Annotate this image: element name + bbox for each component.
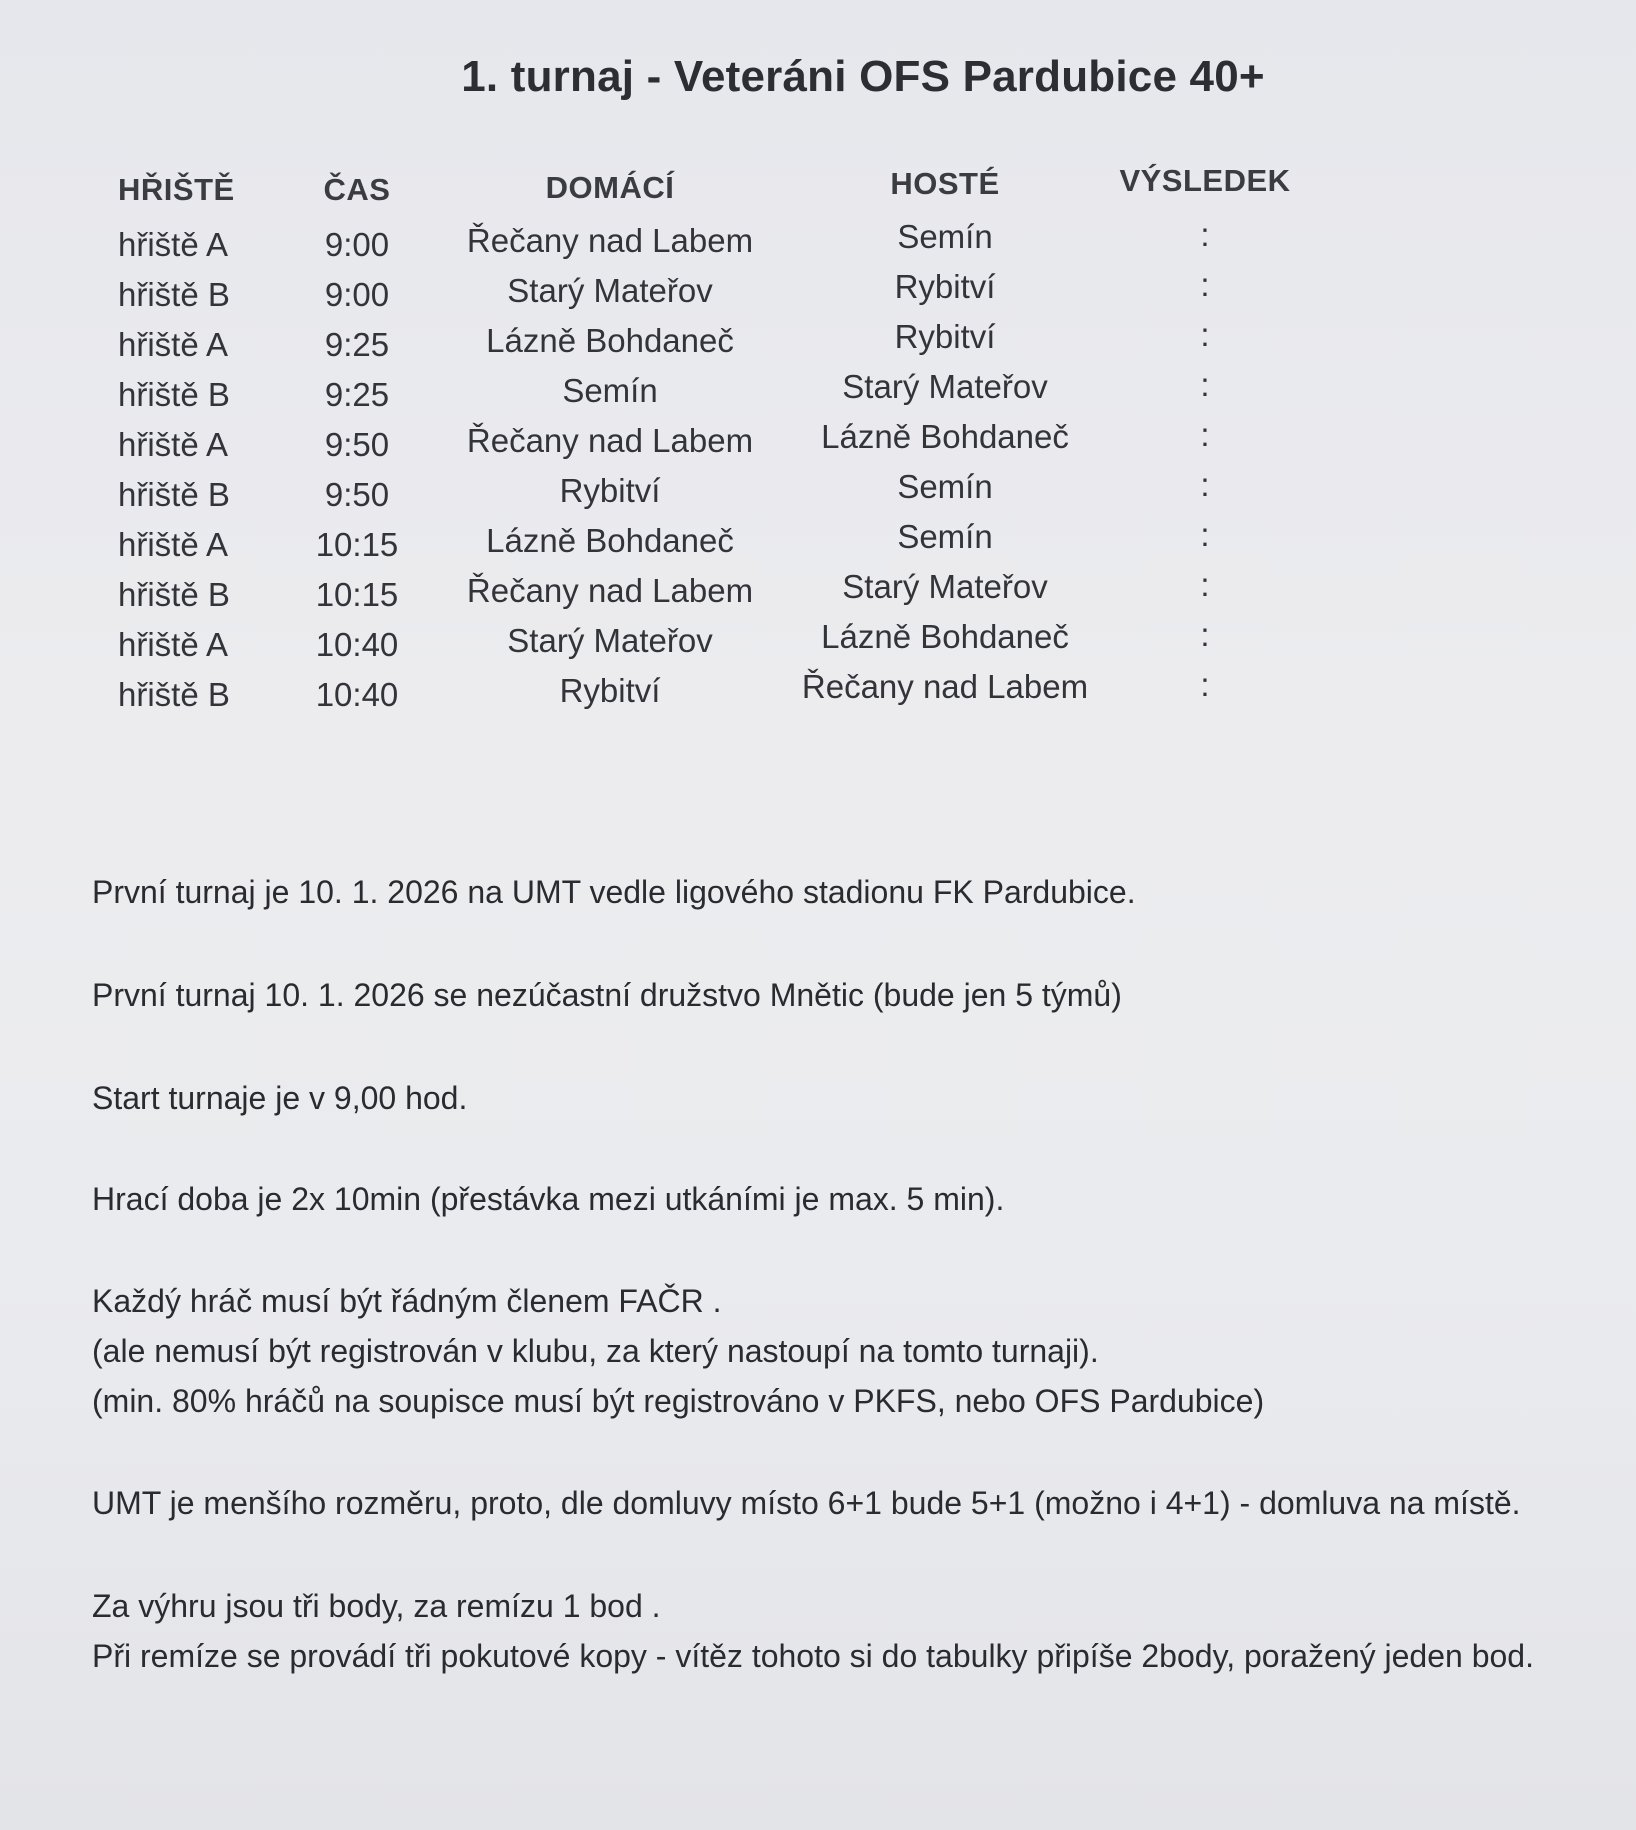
row-home-team: Starý Mateřov — [507, 622, 713, 659]
row-time: 10:15 — [315, 576, 399, 613]
header-result: VÝSLEDEK — [1119, 163, 1291, 198]
row-away-team: Semín — [897, 468, 993, 505]
row-home-team: Semín — [562, 372, 658, 409]
note-pitch-size: UMT je menšího rozměru, proto, dle domluvy místo 6+1 bude 5+1 (možno i 4+1) - domluva na místě. — [92, 1485, 1521, 1521]
row-home-team: Rybitví — [559, 472, 661, 509]
row-time: 9:00 — [324, 226, 390, 263]
row-away-team: Rybitví — [894, 318, 996, 355]
row-pitch: hřiště B — [118, 276, 230, 313]
row-result: : — [1200, 466, 1210, 503]
row-result: : — [1200, 416, 1210, 453]
header-away: HOSTÉ — [890, 166, 1000, 201]
row-result: : — [1200, 566, 1210, 603]
row-home-team: Lázně Bohdaneč — [486, 322, 734, 359]
row-time: 9:00 — [324, 276, 390, 313]
row-result: : — [1200, 666, 1210, 703]
row-result: : — [1200, 516, 1210, 553]
row-away-team: Lázně Bohdaneč — [821, 418, 1069, 455]
row-home-team: Řečany nad Labem — [466, 222, 754, 259]
row-pitch: hřiště A — [118, 426, 229, 463]
row-result: : — [1200, 216, 1210, 253]
note-membership-quota: (min. 80% hráčů na soupisce musí být registrováno v PKFS, nebo OFS Pardubice) — [92, 1383, 1265, 1419]
row-away-team: Semín — [897, 218, 993, 255]
row-home-team: Starý Mateřov — [507, 272, 713, 309]
row-result: : — [1200, 616, 1210, 653]
row-pitch: hřiště A — [118, 526, 229, 563]
row-away-team: Řečany nad Labem — [801, 668, 1089, 705]
row-pitch: hřiště B — [118, 376, 230, 413]
row-time: 9:50 — [324, 476, 390, 513]
row-time: 9:50 — [324, 426, 390, 463]
header-home: DOMÁCÍ — [545, 170, 675, 205]
note-penalties: Při remíze se provádí tři pokutové kopy - vítěz tohoto si do tabulky připíše 2body, poražený jeden bod. — [92, 1638, 1534, 1674]
row-home-team: Lázně Bohdaneč — [486, 522, 734, 559]
row-time: 10:40 — [315, 626, 399, 663]
row-pitch: hřiště B — [118, 476, 230, 513]
note-absence: První turnaj 10. 1. 2026 se nezúčastní družstvo Mnětic (bude jen 5 týmů) — [92, 977, 1122, 1013]
header-pitch: HŘIŠTĚ — [118, 172, 235, 207]
row-away-team: Semín — [897, 518, 993, 555]
note-duration: Hrací doba je 2x 10min (přestávka mezi utkáními je max. 5 min). — [92, 1181, 1005, 1217]
row-pitch: hřiště A — [118, 326, 229, 363]
row-time: 10:40 — [315, 676, 399, 713]
row-time: 9:25 — [324, 326, 390, 363]
row-pitch: hřiště A — [118, 226, 229, 263]
row-time: 10:15 — [315, 526, 399, 563]
tournament-notes — [92, 0, 1632, 1830]
row-result: : — [1200, 366, 1210, 403]
row-result: : — [1200, 316, 1210, 353]
row-home-team: Řečany nad Labem — [466, 422, 754, 459]
row-away-team: Rybitví — [894, 268, 996, 305]
note-start: Start turnaje je v 9,00 hod. — [92, 1080, 468, 1116]
row-away-team: Lázně Bohdaneč — [821, 618, 1069, 655]
page-title: 1. turnaj - Veteráni OFS Pardubice 40+ — [461, 52, 1265, 101]
row-pitch: hřiště B — [118, 676, 230, 713]
note-points: Za výhru jsou tři body, za remízu 1 bod . — [92, 1588, 661, 1624]
row-home-team: Řečany nad Labem — [466, 572, 754, 609]
row-time: 9:25 — [324, 376, 390, 413]
row-pitch: hřiště B — [118, 576, 230, 613]
row-result: : — [1200, 266, 1210, 303]
row-home-team: Rybitví — [559, 672, 661, 709]
row-pitch: hřiště A — [118, 626, 229, 663]
note-date-place: První turnaj je 10. 1. 2026 na UMT vedle ligového stadionu FK Pardubice. — [92, 874, 1136, 910]
row-away-team: Starý Mateřov — [842, 368, 1048, 405]
note-membership: Každý hráč musí být řádným členem FAČR . — [92, 1283, 722, 1319]
note-membership-detail: (ale nemusí být registrován v klubu, za který nastoupí na tomto turnaji). — [92, 1333, 1099, 1369]
row-away-team: Starý Mateřov — [842, 568, 1048, 605]
header-time: ČAS — [323, 172, 391, 207]
